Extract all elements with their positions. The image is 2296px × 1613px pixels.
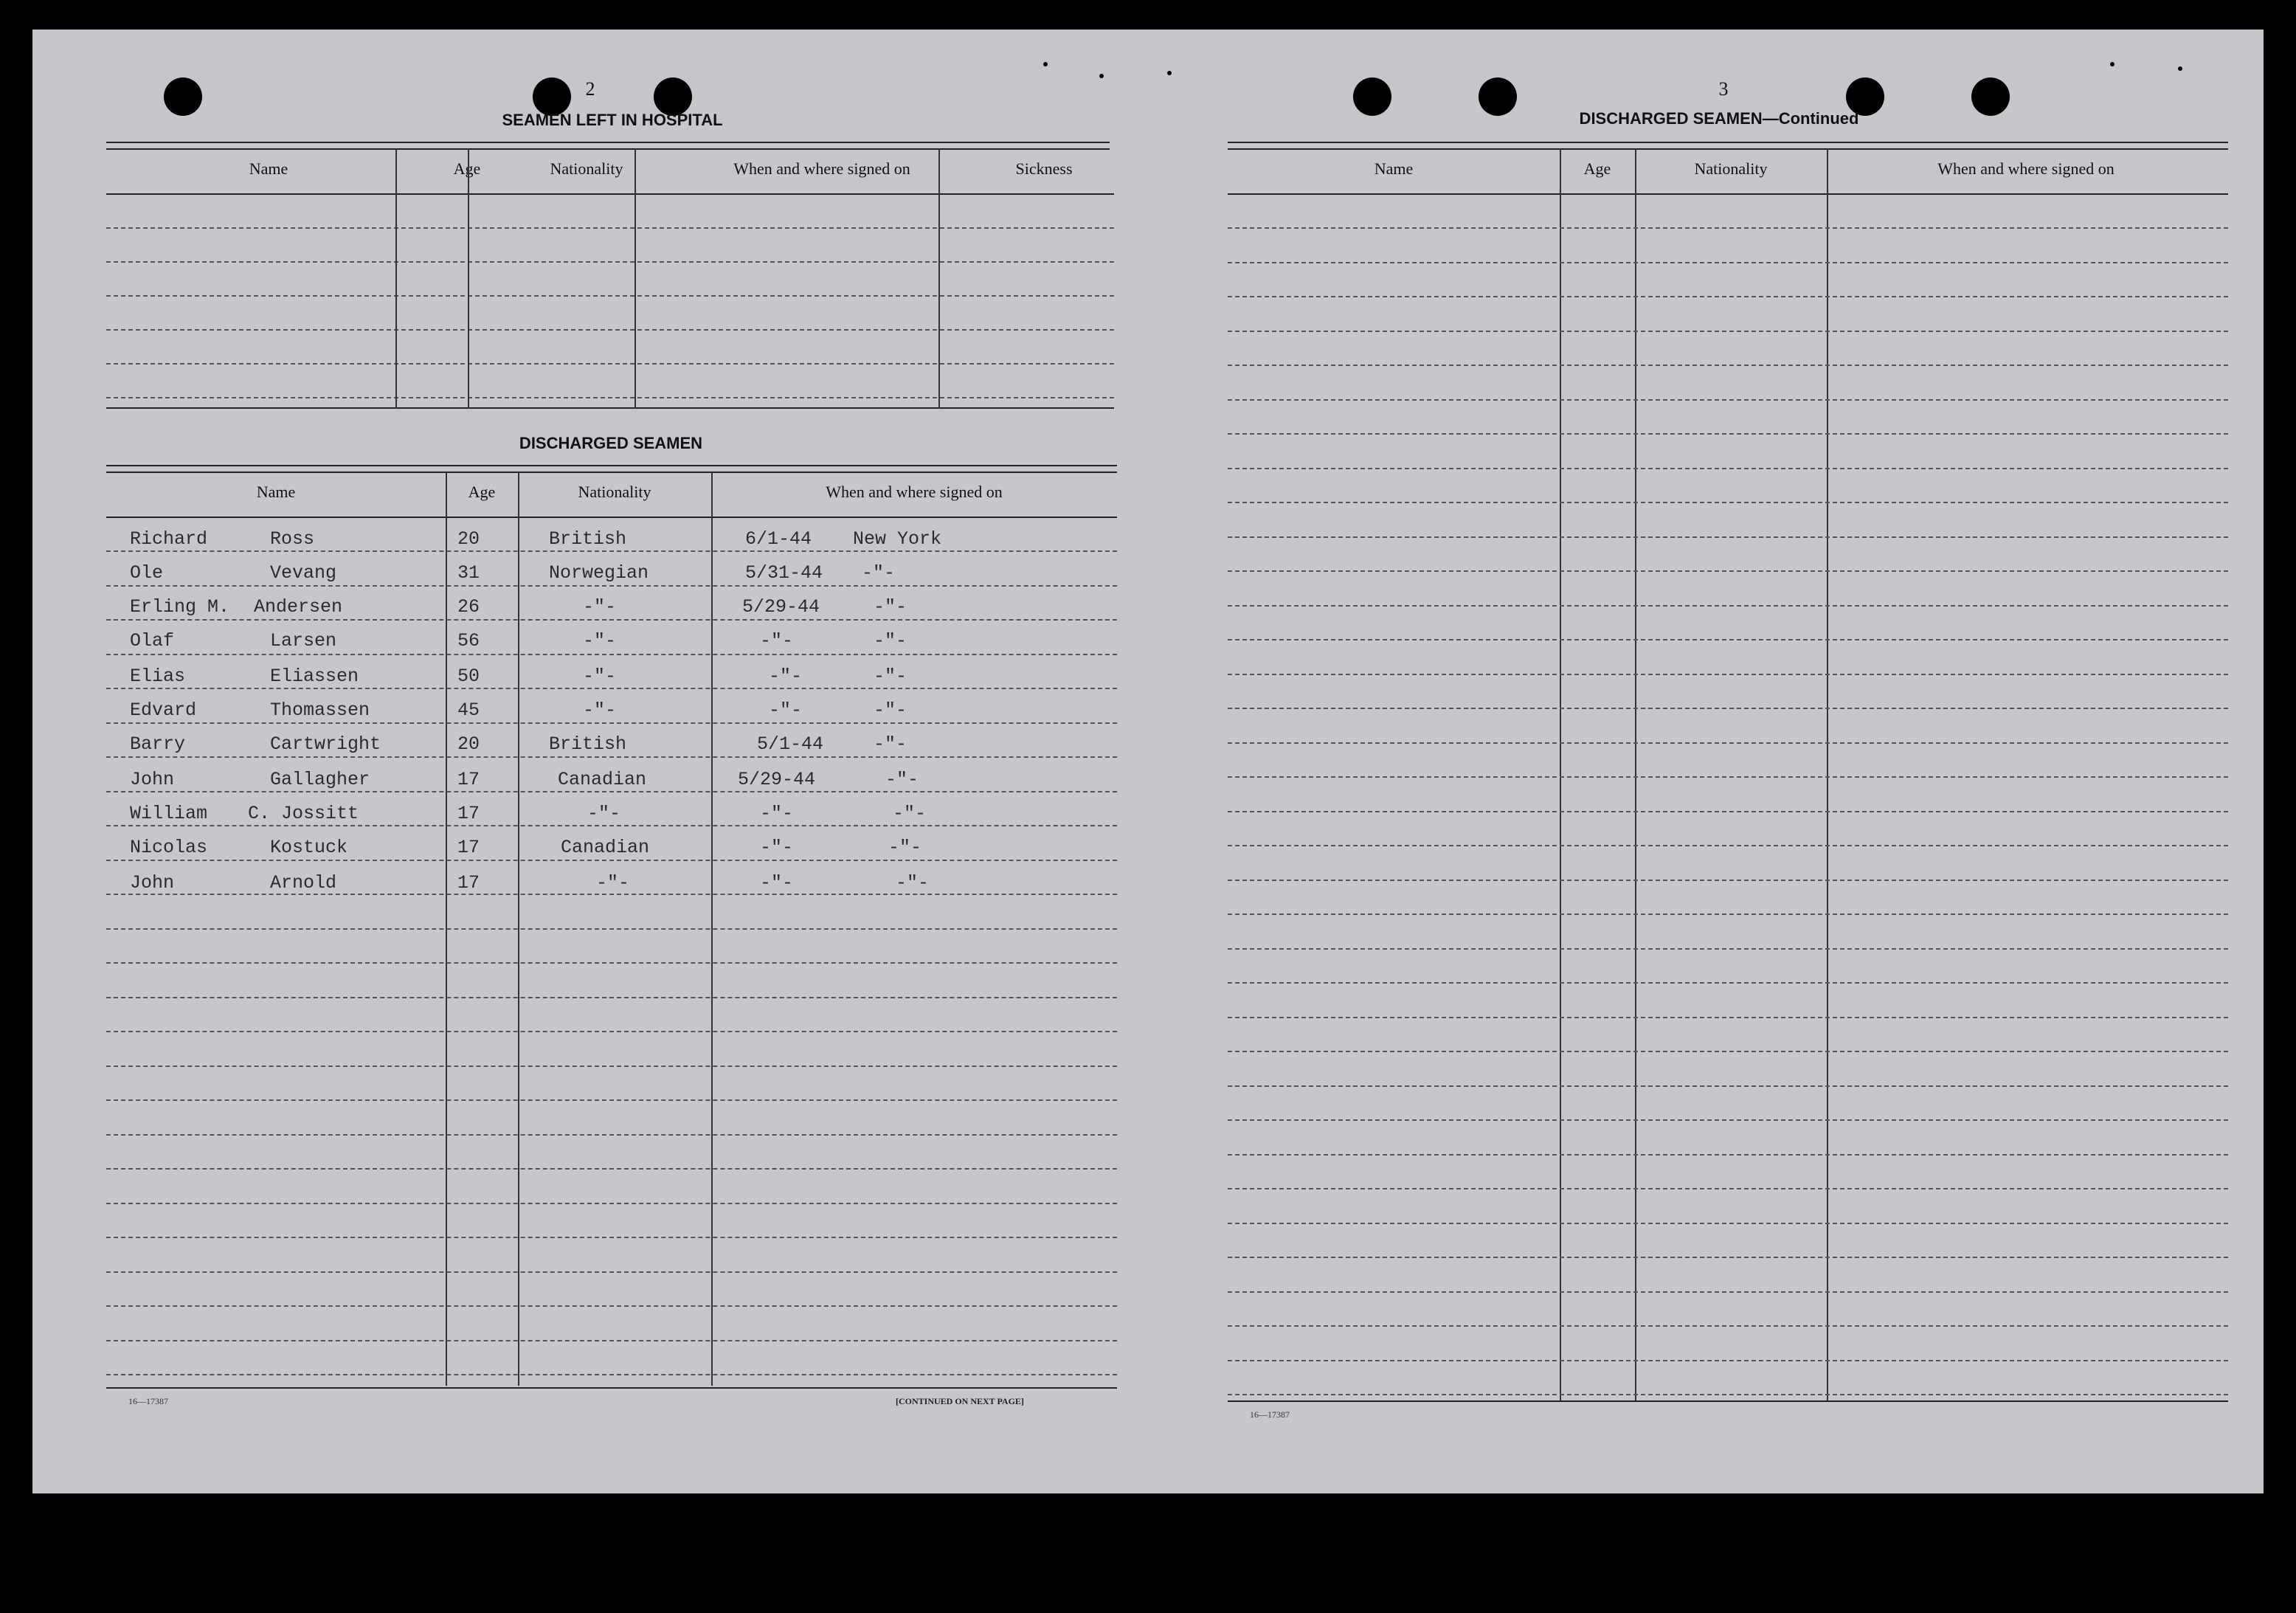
dotted-row-line — [106, 997, 1117, 998]
seaman-last-name: Larsen — [270, 630, 337, 652]
seaman-first-name: Barry — [130, 733, 186, 755]
seaman-age: 17 — [457, 872, 480, 894]
dotted-row-line — [106, 928, 1117, 930]
signed-on-date: 5/31-44 — [745, 562, 823, 584]
dotted-row-line — [106, 1237, 1117, 1238]
signed-on-date: 5/1-44 — [757, 733, 824, 755]
dotted-row-line — [1228, 880, 2228, 881]
seaman-first-name: John — [130, 769, 175, 790]
document-sheet — [32, 30, 2264, 1493]
dotted-row-line — [1228, 399, 2228, 401]
header-rule — [1228, 142, 2228, 150]
seaman-first-name: Erling M. — [130, 596, 230, 618]
dotted-row-line — [1228, 1119, 2228, 1121]
dotted-row-line — [1228, 1257, 2228, 1258]
signed-on-date: -"- — [760, 630, 794, 652]
dotted-row-line — [1228, 536, 2228, 538]
punch-hole — [1479, 77, 1517, 116]
column-divider — [1635, 149, 1636, 1400]
seaman-first-name: Ole — [130, 562, 164, 584]
column-header-signed-on: When and where signed on — [1937, 159, 2115, 178]
dotted-row-line — [1228, 708, 2228, 709]
signed-on-place: -"- — [874, 733, 907, 755]
page-number: 3 — [1718, 78, 1729, 100]
dotted-row-line — [106, 295, 1114, 297]
column-header-nationality: Nationality — [550, 159, 623, 178]
dotted-row-line — [106, 756, 1117, 758]
dotted-row-line — [106, 1168, 1117, 1170]
column-divider — [468, 149, 469, 409]
seaman-age: 45 — [457, 700, 480, 721]
ink-speck — [2110, 62, 2115, 66]
column-header-name: Name — [249, 159, 288, 178]
punch-hole — [1353, 77, 1391, 116]
signed-on-date: -"- — [760, 837, 794, 858]
ink-speck — [2178, 66, 2182, 71]
form-number: 16—17387 — [1250, 1409, 1290, 1420]
column-divider — [395, 149, 397, 409]
signed-on-date: -"- — [769, 666, 803, 687]
seaman-nationality: Norwegian — [549, 562, 649, 584]
seaman-last-name: Kostuck — [270, 837, 348, 858]
seaman-nationality: -"- — [583, 596, 617, 618]
discharged-section-title: DISCHARGED SEAMEN — [519, 434, 703, 452]
header-rule — [106, 465, 1117, 473]
seaman-nationality: British — [549, 528, 627, 550]
seaman-nationality: Canadian — [561, 837, 650, 858]
page-number: 2 — [585, 78, 595, 100]
dotted-row-line — [1228, 1085, 2228, 1087]
dotted-row-line — [106, 1340, 1117, 1341]
punch-hole — [1971, 77, 2010, 116]
dotted-row-line — [1228, 674, 2228, 675]
dotted-row-line — [1228, 1325, 2228, 1327]
header-bottom-rule — [1228, 193, 2228, 195]
dotted-row-line — [106, 1271, 1117, 1273]
dotted-row-line — [106, 619, 1117, 621]
dotted-row-line — [1228, 948, 2228, 950]
seaman-first-name: Edvard — [130, 700, 197, 721]
seaman-age: 50 — [457, 666, 480, 687]
table-bottom-rule — [106, 1387, 1117, 1389]
ink-speck — [1167, 71, 1172, 75]
seaman-last-name: Thomassen — [270, 700, 370, 721]
dotted-row-line — [1228, 1154, 2228, 1156]
dotted-row-line — [106, 1374, 1117, 1375]
signed-on-date: -"- — [769, 700, 803, 721]
dotted-row-line — [106, 825, 1117, 826]
dotted-row-line — [1228, 262, 2228, 263]
seaman-last-name: Ross — [270, 528, 315, 550]
signed-on-date: -"- — [760, 803, 794, 824]
form-number: 16—17387 — [128, 1396, 168, 1406]
signed-on-place: -"- — [893, 803, 927, 824]
seaman-first-name: William — [130, 803, 208, 824]
dotted-row-line — [106, 1099, 1117, 1101]
dotted-row-line — [1228, 468, 2228, 469]
seaman-last-name: Eliassen — [270, 666, 359, 687]
seaman-age: 26 — [457, 596, 480, 618]
column-divider — [1560, 149, 1561, 1400]
signed-on-place: -"- — [874, 596, 907, 618]
seaman-first-name: John — [130, 872, 175, 894]
dotted-row-line — [106, 791, 1117, 792]
seaman-nationality: -"- — [583, 630, 617, 652]
seaman-nationality: -"- — [583, 700, 617, 721]
dotted-row-line — [1228, 433, 2228, 435]
column-header-signed-on: When and where signed on — [826, 483, 1003, 501]
column-header-age: Age — [1583, 159, 1611, 178]
dotted-row-line — [106, 1305, 1117, 1307]
signed-on-place: -"- — [874, 700, 907, 721]
dotted-row-line — [1228, 605, 2228, 607]
seaman-age: 31 — [457, 562, 480, 584]
table-bottom-rule — [1228, 1400, 2228, 1402]
dotted-row-line — [1228, 845, 2228, 846]
seaman-nationality: -"- — [596, 872, 630, 894]
signed-on-place: -"- — [874, 666, 907, 687]
dotted-row-line — [106, 688, 1117, 689]
seaman-nationality: -"- — [587, 803, 621, 824]
dotted-row-line — [1228, 1188, 2228, 1189]
dotted-row-line — [1228, 811, 2228, 812]
dotted-row-line — [1228, 1223, 2228, 1224]
dotted-row-line — [106, 227, 1114, 229]
column-divider — [1827, 149, 1828, 1400]
dotted-row-line — [106, 860, 1117, 861]
seaman-first-name: Richard — [130, 528, 208, 550]
dotted-row-line — [1228, 1017, 2228, 1018]
dotted-row-line — [106, 1134, 1117, 1136]
seaman-nationality: Canadian — [558, 769, 647, 790]
dotted-row-line — [106, 1203, 1117, 1204]
column-divider — [938, 149, 940, 409]
seaman-last-name: Cartwright — [270, 733, 381, 755]
seaman-first-name: Elias — [130, 666, 186, 687]
seaman-nationality: -"- — [583, 666, 617, 687]
column-header-signed-on: When and where signed on — [733, 159, 910, 178]
signed-on-date: 5/29-44 — [738, 769, 816, 790]
seaman-age: 20 — [457, 733, 480, 755]
column-header-age: Age — [453, 159, 481, 178]
dotted-row-line — [106, 397, 1114, 398]
dotted-row-line — [106, 894, 1117, 895]
column-header-nationality: Nationality — [578, 483, 651, 501]
dotted-row-line — [106, 654, 1117, 655]
dotted-row-line — [106, 550, 1117, 552]
seaman-last-name: Gallagher — [270, 769, 370, 790]
dotted-row-line — [106, 1065, 1117, 1067]
signed-on-place: -"- — [896, 872, 930, 894]
dotted-row-line — [1228, 982, 2228, 984]
ink-speck — [1099, 74, 1104, 78]
signed-on-place: New York — [853, 528, 942, 550]
signed-on-date: 6/1-44 — [745, 528, 812, 550]
signed-on-date: 5/29-44 — [742, 596, 820, 618]
dotted-row-line — [106, 261, 1114, 263]
dotted-row-line — [1228, 1291, 2228, 1293]
seaman-last-name: Andersen — [254, 596, 343, 618]
discharged-continued-title: DISCHARGED SEAMEN—Continued — [1579, 109, 1859, 128]
column-header-name: Name — [256, 483, 296, 501]
dotted-row-line — [1228, 1394, 2228, 1395]
dotted-row-line — [106, 722, 1117, 724]
table-bottom-rule — [106, 407, 1114, 409]
hospital-section-title: SEAMEN LEFT IN HOSPITAL — [502, 111, 723, 129]
dotted-row-line — [1228, 502, 2228, 503]
seaman-age: 17 — [457, 803, 480, 824]
dotted-row-line — [106, 329, 1114, 331]
punch-hole — [164, 77, 202, 116]
seaman-last-name: C. Jossitt — [248, 803, 359, 824]
seaman-first-name: Olaf — [130, 630, 175, 652]
header-bottom-rule — [106, 193, 1114, 195]
column-header-nationality: Nationality — [1694, 159, 1768, 178]
dotted-row-line — [1228, 227, 2228, 229]
seaman-age: 17 — [457, 837, 480, 858]
dotted-row-line — [1228, 296, 2228, 297]
signed-on-place: -"- — [874, 630, 907, 652]
dotted-row-line — [1228, 913, 2228, 915]
column-header-name: Name — [1374, 159, 1414, 178]
header-rule — [106, 142, 1110, 150]
seaman-nationality: British — [549, 733, 627, 755]
header-bottom-rule — [106, 517, 1117, 518]
seaman-last-name: Arnold — [270, 872, 337, 894]
column-divider — [634, 149, 636, 409]
signed-on-date: -"- — [760, 872, 794, 894]
dotted-row-line — [1228, 331, 2228, 332]
seaman-age: 17 — [457, 769, 480, 790]
column-header-age: Age — [468, 483, 496, 501]
column-header-sickness: Sickness — [1015, 159, 1073, 178]
dotted-row-line — [1228, 776, 2228, 778]
seaman-first-name: Nicolas — [130, 837, 208, 858]
continued-note: [CONTINUED ON NEXT PAGE] — [896, 1396, 1024, 1406]
dotted-row-line — [1228, 639, 2228, 640]
dotted-row-line — [106, 585, 1117, 587]
seaman-age: 20 — [457, 528, 480, 550]
dotted-row-line — [1228, 570, 2228, 572]
dotted-row-line — [1228, 1051, 2228, 1052]
signed-on-place: -"- — [888, 837, 922, 858]
dotted-row-line — [106, 962, 1117, 964]
dotted-row-line — [106, 1031, 1117, 1032]
signed-on-place: -"- — [885, 769, 919, 790]
dotted-row-line — [1228, 1360, 2228, 1361]
dotted-row-line — [106, 363, 1114, 365]
ink-speck — [1043, 62, 1048, 66]
dotted-row-line — [1228, 365, 2228, 366]
signed-on-place: -"- — [862, 562, 896, 584]
seaman-last-name: Vevang — [270, 562, 337, 584]
dotted-row-line — [1228, 742, 2228, 744]
seaman-age: 56 — [457, 630, 480, 652]
